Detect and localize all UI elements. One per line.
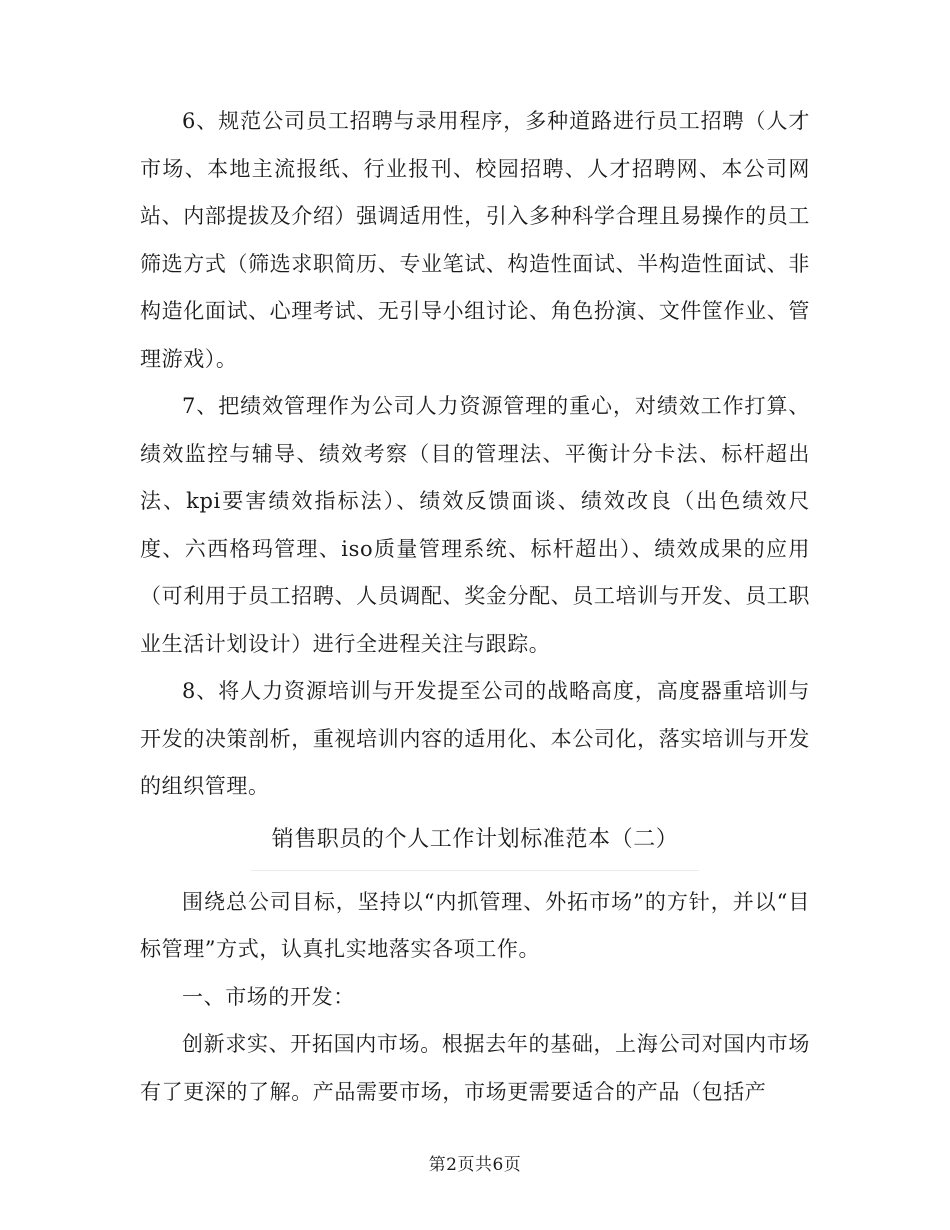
document-body: [140, 98, 810, 1116]
section-title-divider: [251, 870, 699, 871]
paragraph-item-8: 8、将人力资源培训与开发提至公司的战略高度，高度器重培训与开发的决策剖析，重视培训内容的适用化、本公司化，落实培训与开发的组织管理。: [140, 679, 810, 798]
paragraph-item-7: 7、把绩效管理作为公司人力资源管理的重心，对绩效工作打算、绩效监控与辅导、绩效考察（目的管理法、平衡计分卡法、标杆超出法、kpi要害绩效指标法）、绩效反馈面谈、绩效改良（出色绩效尺度、六西格玛管理、iso质量管理系统、标杆超出）、绩效成果的应用（可利用于员工招聘、人员调配、奖金分配、员工培训与开发、员工职业生活计划设计）进行全进程关注与跟踪。: [140, 394, 810, 656]
subheading-market-development: 一、市场的开发：: [182, 984, 355, 1009]
page-number-footer: 第2页共6页: [428, 1155, 522, 1175]
paragraph-item-6: 6、规范公司员工招聘与录用程序，多种道路进行员工招聘（人才市场、本地主流报纸、行业报刊、校园招聘、人才招聘网、本公司网站、内部提拔及介绍）强调适用性，引入多种科学合理且易操作的员工筛选方式（筛选求职简历、专业笔试、构造性面试、半构造性面试、非构造化面试、心理考试、无引导小组讨论、角色扮演、文件筐作业、管理游戏）。: [140, 109, 810, 371]
paragraph-intro: 围绕总公司目标，坚持以“内抓管理、外拓市场”的方针，并以“目标管理”方式，认真扎实地落实各项工作。: [140, 889, 810, 961]
paragraph-market-innovation: 创新求实、开拓国内市场。根据去年的基础，上海公司对国内市场有了更深的了解。产品需要市场，市场更需要适合的产品（包括产: [140, 1032, 810, 1104]
section-title: 销售职员的个人工作计划标准范本（二）: [271, 826, 679, 852]
